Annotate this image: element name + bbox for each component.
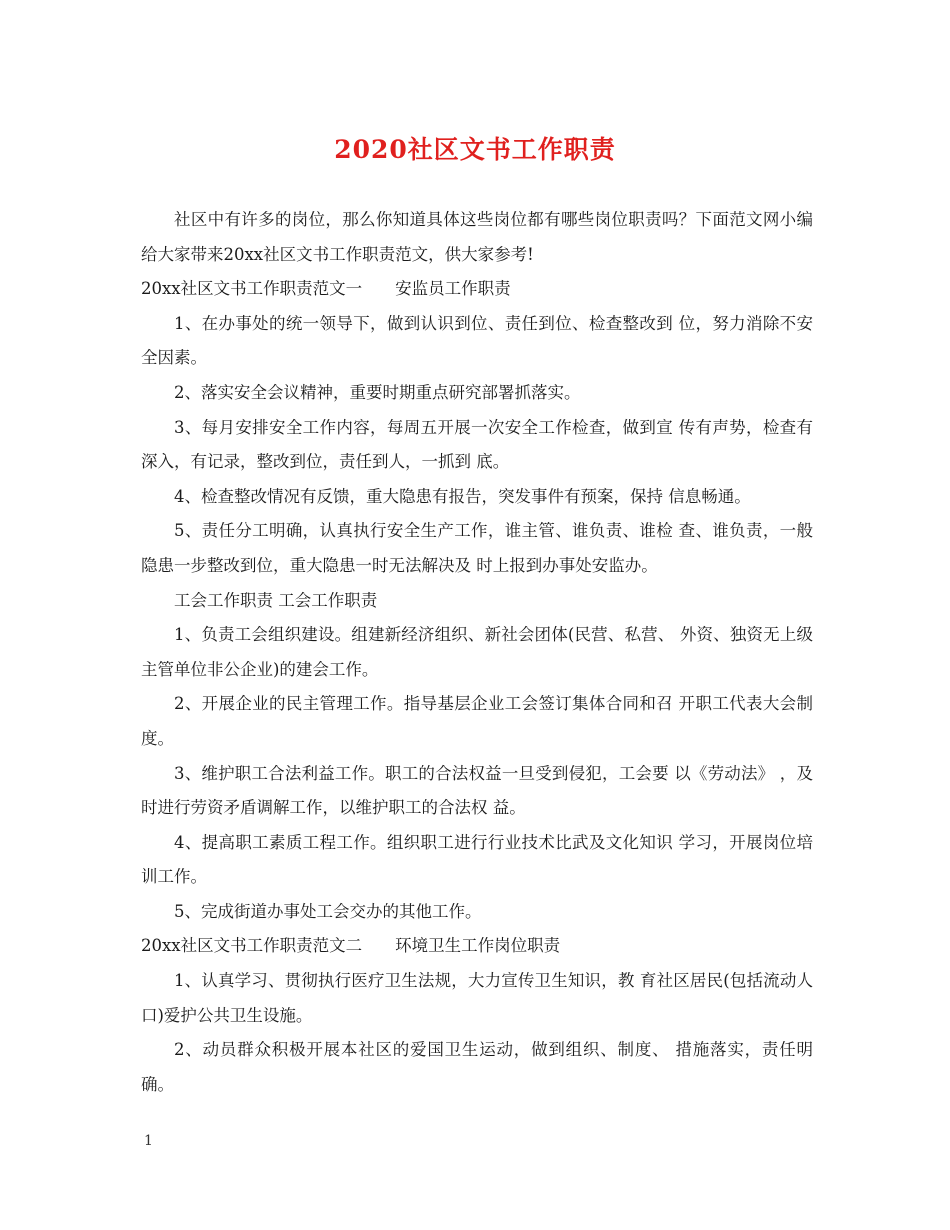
paragraph: 1、在办事处的统一领导下，做到认识到位、责任到位、检查整改到 位，努力消除不安全因素。	[141, 313, 813, 368]
paragraph: 5、责任分工明确，认真执行安全生产工作，谁主管、谁负责、谁检 查、谁负责，一般隐患一步整改到位，重大隐患一时无法解决及 时上报到办事处安监办。	[141, 521, 813, 575]
paragraph: 5、完成街道办事处工会交办的其他工作。	[174, 901, 482, 921]
page-number: 1	[144, 1133, 153, 1149]
paragraph: 2、动员群众积极开展本社区的爱国卫生运动，做到组织、制度、 措施落实，责任明确。	[141, 1040, 813, 1094]
paragraph: 3、维护职工合法利益工作。职工的合法权益一旦受到侵犯，工会要 以《劳动法》 ，及时进行劳资矛盾调解工作，以维护职工的合法权 益。	[141, 763, 813, 818]
paragraph: 3、每月安排安全工作内容，每周五开展一次安全工作检查，做到宣 传有声势，检查有深入，有记录，整改到位，责任到人，一抓到 底。	[141, 417, 813, 472]
paragraph: 1、认真学习、贯彻执行医疗卫生法规，大力宣传卫生知识，教 育社区居民(包括流动人口)爱护公共卫生设施。	[141, 971, 813, 1025]
paragraph: 1、负责工会组织建设。组建新经济组织、新社会团体(民营、私营、 外资、独资无上级主管单位非公企业)的建会工作。	[141, 625, 813, 679]
paragraph: 2、落实安全会议精神，重要时期重点研究部署抓落实。	[174, 382, 581, 402]
section-heading-2: 20xx社区文书工作职责范文二 环境卫生工作岗位职责	[141, 936, 561, 956]
paragraph: 4、提高职工素质工程工作。组织职工进行行业技术比武及文化知识 学习，开展岗位培训工作。	[141, 832, 813, 887]
paragraph-intro: 社区中有许多的岗位，那么你知道具体这些岗位都有哪些岗位职责吗？下面范文网小编给大家带来20xx社区文书工作职责范文，供大家参考!	[141, 210, 813, 264]
paragraph: 2、开展企业的民主管理工作。指导基层企业工会签订集体合同和召 开职工代表大会制度。	[141, 694, 813, 748]
subsection-heading: 工会工作职责 工会工作职责	[174, 590, 378, 610]
document-title: 2020社区文书工作职责	[334, 135, 616, 164]
document-body	[141, 203, 813, 1102]
section-heading-1: 20xx社区文书工作职责范文一 安监员工作职责	[141, 279, 511, 299]
paragraph: 4、检查整改情况有反馈，重大隐患有报告，突发事件有预案，保持 信息畅通。	[174, 486, 751, 506]
